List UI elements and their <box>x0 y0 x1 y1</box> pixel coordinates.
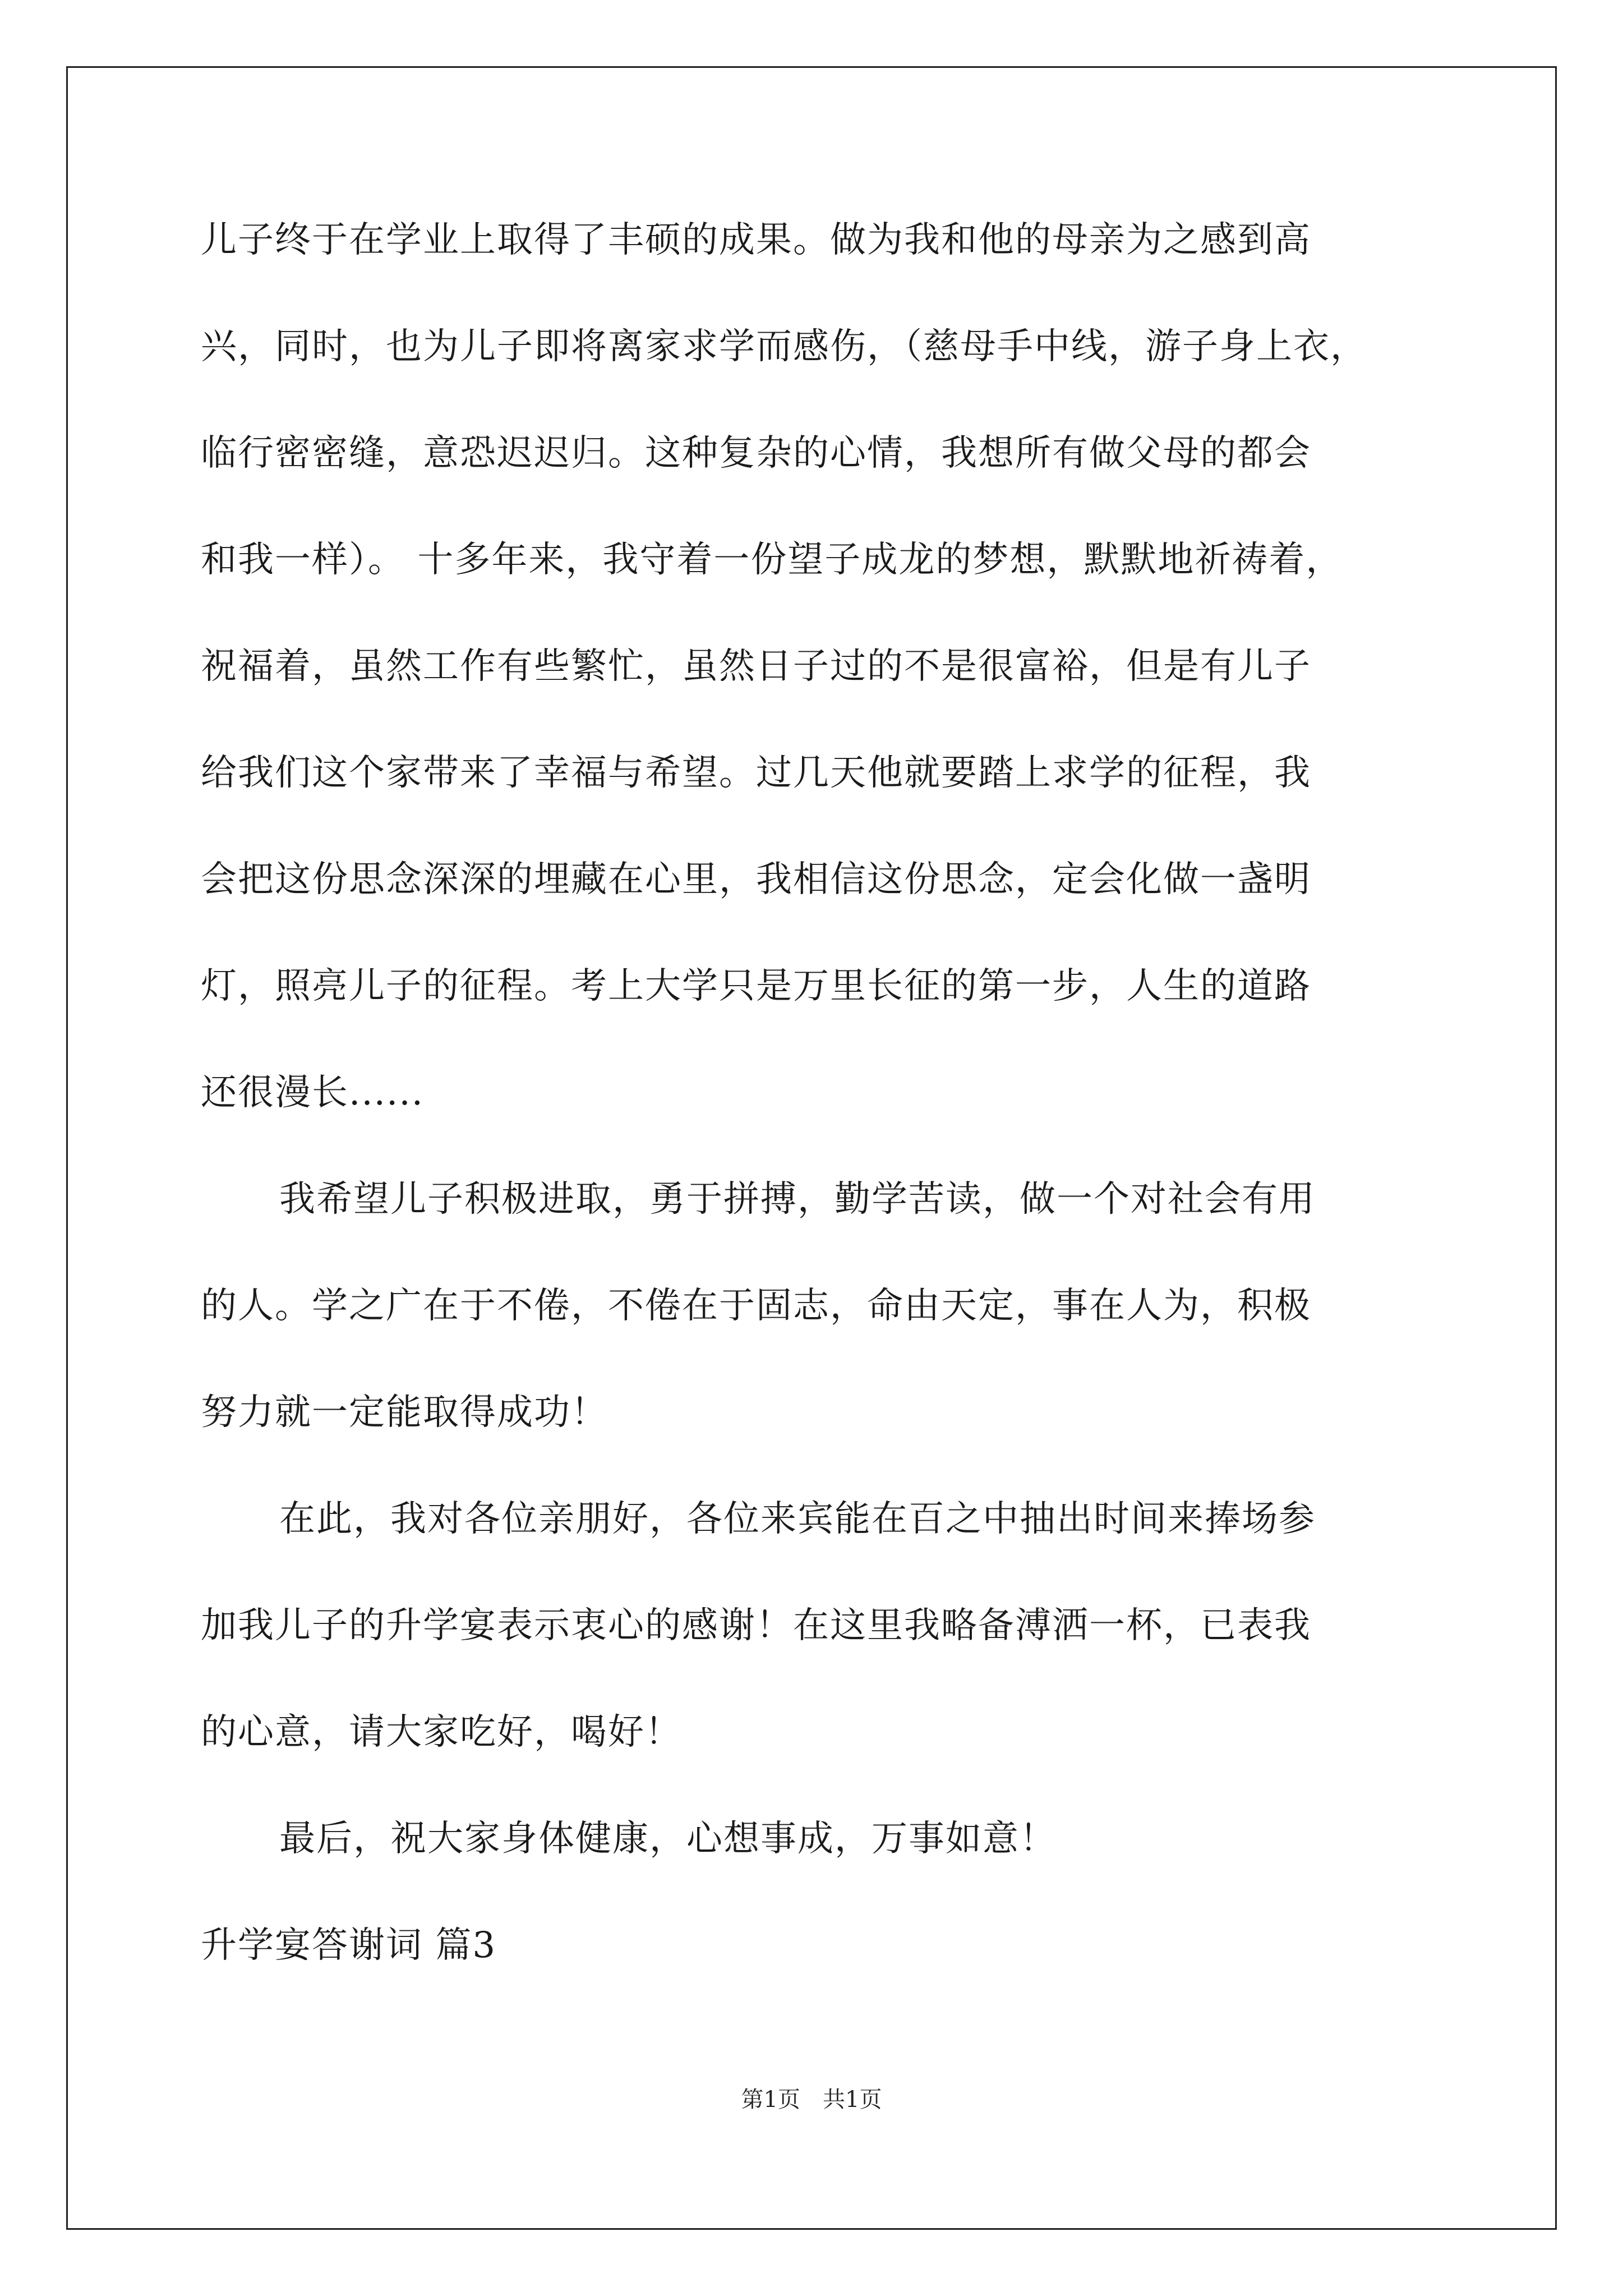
text-line: 儿子终于在学业上取得了丰硕的成果。做为我和他的母亲为之感到高 <box>201 219 1311 261</box>
paragraph-first-line: 最后，祝大家身体健康，心想事成，万事如意！ <box>279 1818 1057 1860</box>
text-line: 的人。学之广在于不倦，不倦在于固志，命由天定，事在人为，积极 <box>201 1285 1311 1327</box>
text-line: 灯，照亮儿子的征程。考上大学只是万里长征的第一步，人生的道路 <box>201 965 1311 1007</box>
text-line: 临行密密缝，意恐迟迟归。这种复杂的心情，我想所有做父母的都会 <box>201 432 1311 474</box>
paragraph-first-line: 我希望儿子积极进取，勇于拼搏，勤学苦读，做一个对社会有用 <box>279 1179 1316 1220</box>
text-line: 兴，同时，也为儿子即将离家求学而感伤，（慈母手中线，游子身上衣， <box>201 326 1367 367</box>
text-line: 和我一样）。 十多年来，我守着一份望子成龙的梦想，默默地祈祷着， <box>201 539 1343 581</box>
text-line: 会把这份思念深深的埋藏在心里，我相信这份思念，定会化做一盏明 <box>201 859 1311 900</box>
text-line: 给我们这个家带来了幸福与希望。过几天他就要踏上求学的征程，我 <box>201 752 1311 794</box>
paragraph-first-line: 在此，我对各位亲朋好，各位来宾能在百之中抽出时间来捧场参 <box>279 1498 1316 1540</box>
text-line: 的心意，请大家吃好，喝好！ <box>201 1711 682 1753</box>
text-line: 加我儿子的升学宴表示衷心的感谢！在这里我略备溥洒一杯，已表我 <box>201 1605 1311 1646</box>
page-footer: 第1页 共1页 <box>741 2087 882 2113</box>
section-heading: 升学宴答谢词 篇3 <box>201 1925 497 1966</box>
text-line: 还很漫长...... <box>201 1072 425 1114</box>
text-line: 祝福着，虽然工作有些繁忙，虽然日子过的不是很富裕，但是有儿子 <box>201 646 1311 687</box>
page-border <box>66 66 1557 2230</box>
text-line: 努力就一定能取得成功！ <box>201 1392 608 1433</box>
